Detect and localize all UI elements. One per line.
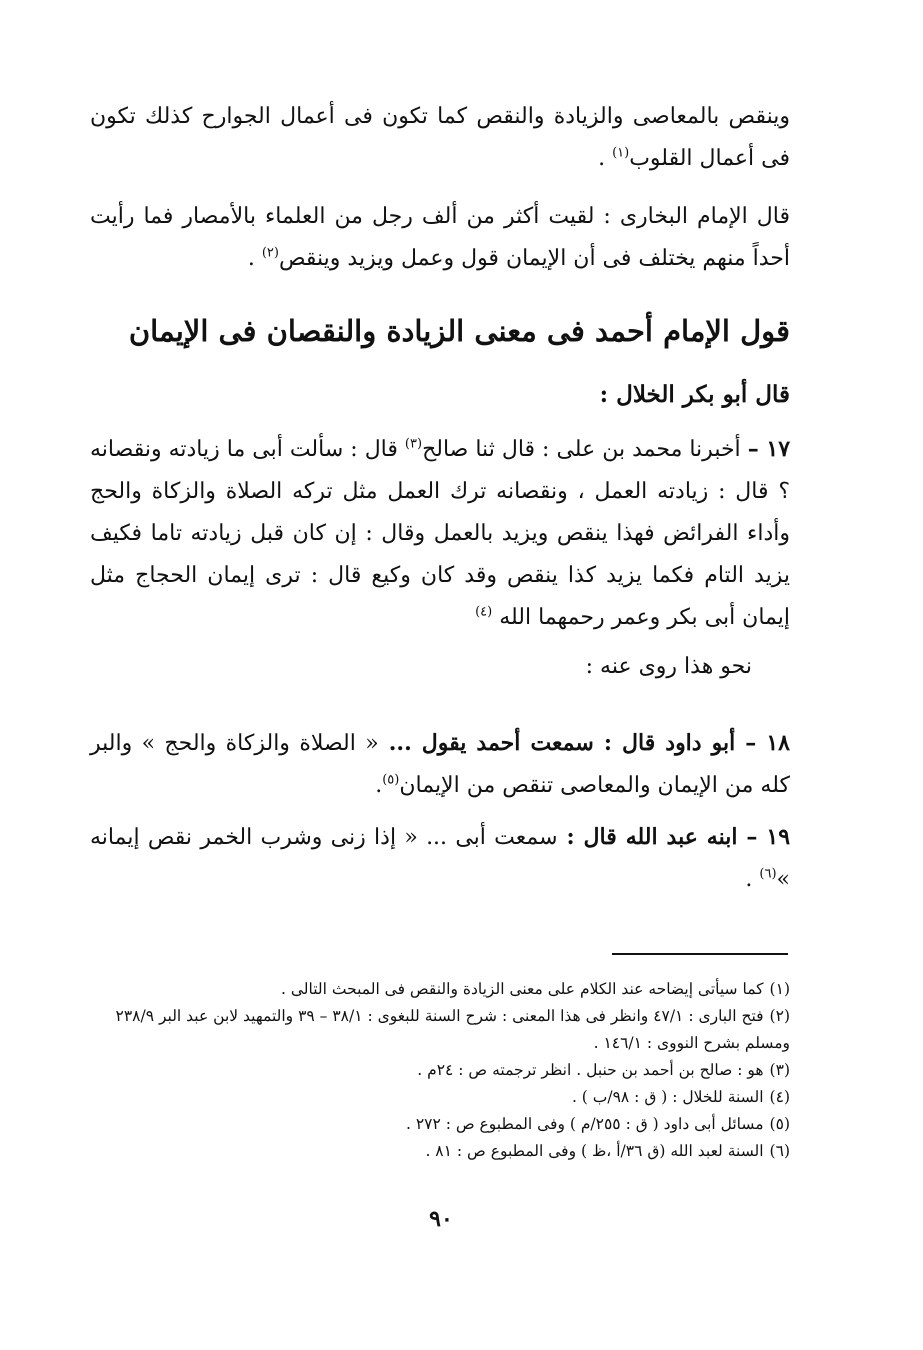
footnote-4: (٤)السنة للخلال : ( ق : ٩٨/ب ) . xyxy=(571,1088,790,1106)
footnote-ref-6[interactable]: (٦) xyxy=(759,866,777,882)
footnote-ref-3[interactable]: (٣) xyxy=(404,436,423,452)
footnote-2: (٢)فتح البارى : ٤٧/١ وانظر فى هذا المعنى : شرح السنة للبغوى : ٣٨/١ – ٣٩ والتمهيد لابن عبد البر ٢٣٨/٩ ومسلم بشرح النووى : ١٤٦/١ . xyxy=(115,1007,790,1052)
footnote-divider xyxy=(612,953,788,955)
paragraph-transition: نحو هذا روى عنه : xyxy=(585,654,752,679)
paragraph-bukhari: قال الإمام البخارى : لقيت أكثر من ألف رجل من العلماء بالأمصار فما رأيت أحداً منهم يختلف فى أن الإيمان قول وعمل ويزيد وينقص$^{(٢)}$ . xyxy=(90,204,790,271)
footnote-6: (٦)السنة لعبد الله (ق ٣٦/أ ،ظ ) وفى المطبوع ص : ٨١ . xyxy=(425,1142,790,1160)
footnote-ref-1[interactable]: (١) xyxy=(612,145,630,161)
narration-17: ١٧ – أخبرنا محمد بن على : قال ثنا صالح$^{(٣)}$ قال : سألت أبى ما زيادته ونقصانه ؟ قال : زيادته العمل ، ونقصانه ترك العمل مثل تركه الصلاة والزكاة والحج وأداء الفرائض فهذا ينقص ويزيد بالعمل وقال : إن كان قبل زيادته تاما فكيف يزيد التام فكما يزيد كذا ينقص وقد كان وكيع قال : ترى إيمان الحجاج مثل إيمان أبى بكر وعمر رحمهما الله $^{(٤)}$ xyxy=(90,436,791,630)
subheading-khallal: قال أبو بكر الخلال : xyxy=(599,381,790,408)
paragraph-intro-text: وينقص بالمعاصى والزيادة والنقص كما تكون فى أعمال الجوارح كذلك تكون فى أعمال القلوب xyxy=(90,104,790,171)
paragraph-bukhari-text: قال الإمام البخارى : لقيت أكثر من ألف رجل من العلماء بالأمصار فما رأيت أحداً منهم يختلف فى أن الإيمان قول وعمل ويزيد وينقص xyxy=(90,204,790,271)
footnote-5: (٥)مسائل أبى داود ( ق : ٢٥٥/م ) وفى المطبوع ص : ٢٧٢ . xyxy=(405,1115,790,1133)
paragraph-intro: وينقص بالمعاصى والزيادة والنقص كما تكون فى أعمال الجوارح كذلك تكون فى أعمال القلوب$^{(١)}$ . xyxy=(90,104,790,171)
narration-number-18: ١٨ – xyxy=(745,730,790,756)
footnote-ref-5[interactable]: (٥) xyxy=(382,772,400,788)
footnote-ref-2[interactable]: (٢) xyxy=(261,245,279,261)
narration-19: ١٩ – ابنه عبد الله قال : سمعت أبى ... « إذا زنى وشرب الخمر نقص إيمانه »$^{(٦)}$ . xyxy=(90,824,791,892)
narration-number-17: ١٧ – xyxy=(747,436,791,462)
section-heading: قول الإمام أحمد فى معنى الزيادة والنقصان فى الإيمان xyxy=(128,314,790,348)
narration-number-19: ١٩ – xyxy=(746,824,791,850)
footnotes xyxy=(90,976,790,1165)
footnote-1: (١)كما سيأتى إيضاحه عند الكلام على معنى الزيادة والنقص فى المبحث التالى . xyxy=(281,980,790,998)
page-number: ٩٠ xyxy=(429,1206,453,1232)
narration-18: ١٨ – أبو داود قال : سمعت أحمد يقول ... « الصلاة والزكاة والحج » والبر كله من الإيمان والمعاصى تنقص من الإيمان$^{(٥)}$. xyxy=(90,730,790,798)
footnote-ref-4[interactable]: (٤) xyxy=(475,604,493,620)
footnote-3: (٣)هو : صالح بن أحمد بن حنبل . انظر ترجمته ص : ٢٤م . xyxy=(417,1061,790,1079)
